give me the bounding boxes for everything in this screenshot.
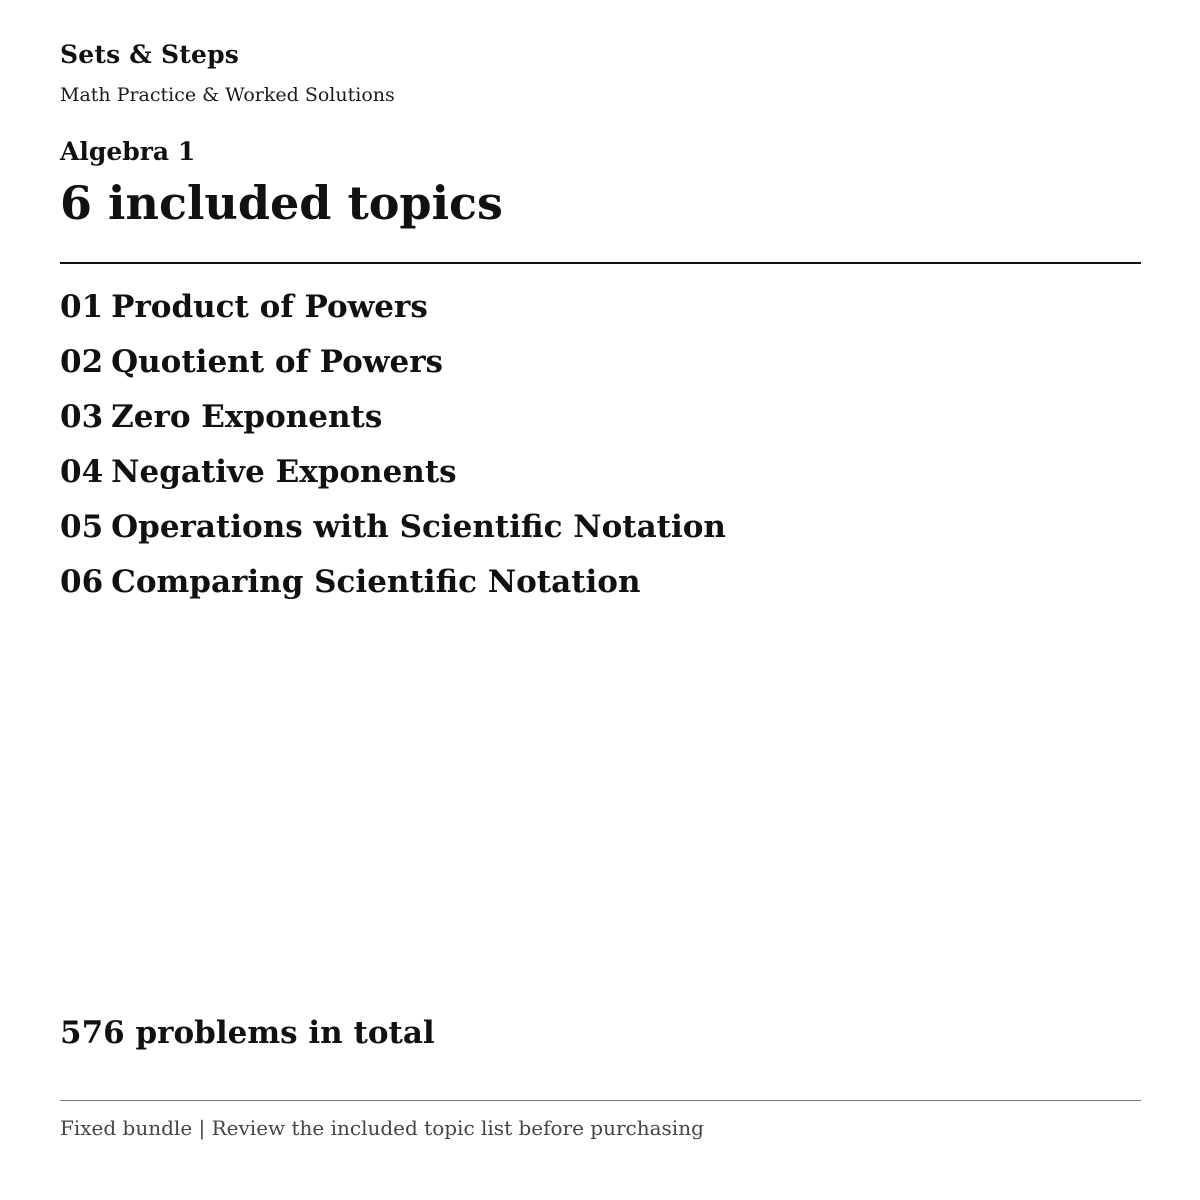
topic-number: 02 [60, 344, 104, 380]
topic-number: 03 [60, 399, 104, 435]
topic-item [60, 445, 726, 500]
footer-divider [60, 1100, 1141, 1101]
topic-item [60, 500, 726, 555]
problem-total: 576 problems in total [60, 1015, 435, 1051]
brand-name: Sets & Steps [60, 40, 240, 69]
topic-item [60, 555, 726, 610]
topic-item [60, 335, 726, 390]
topic-list [60, 280, 726, 610]
topic-title: Negative Exponents [111, 454, 457, 490]
topic-item [60, 390, 726, 445]
page-title: 6 included topics [60, 176, 503, 230]
topic-title: Operations with Scientific Notation [111, 509, 726, 545]
topic-title: Quotient of Powers [111, 344, 443, 380]
brand-tagline: Math Practice & Worked Solutions [60, 84, 395, 106]
bundle-page [60, 0, 1141, 1200]
topic-item [60, 280, 726, 335]
topic-number: 06 [60, 564, 104, 600]
topic-number: 01 [60, 289, 104, 325]
header-divider [60, 262, 1141, 264]
topic-title: Zero Exponents [111, 399, 383, 435]
footer-note: Fixed bundle | Review the included topic list before purchasing [60, 1116, 704, 1140]
topic-number: 04 [60, 454, 104, 490]
topic-title: Comparing Scientific Notation [111, 564, 641, 600]
topic-title: Product of Powers [111, 289, 428, 325]
topic-number: 05 [60, 509, 104, 545]
course-title: Algebra 1 [60, 137, 196, 166]
